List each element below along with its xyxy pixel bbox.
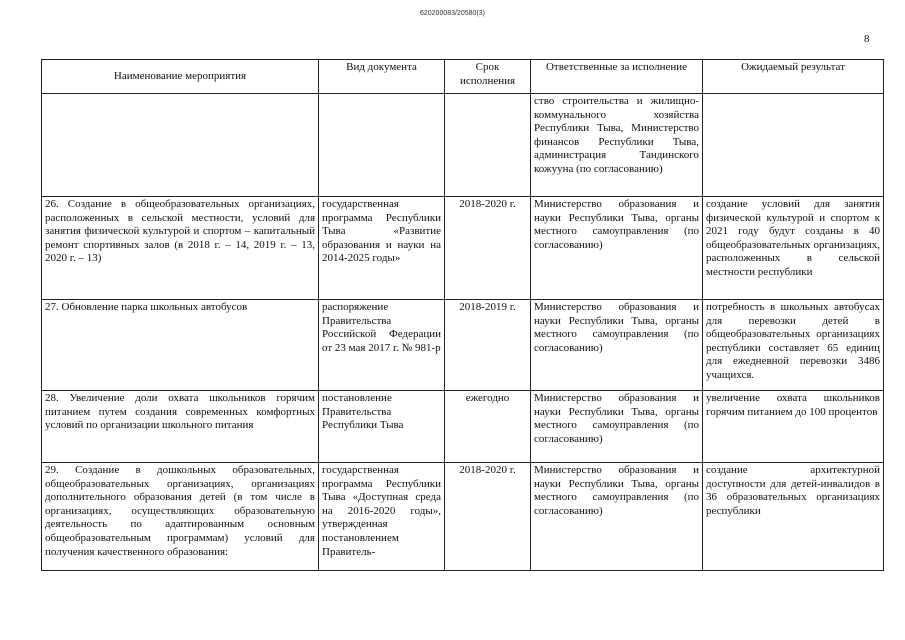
cell-responsible: Министерство образования и науки Республики Тыва, органы местного самоуправления (по согласованию) [531, 300, 703, 391]
cell-responsible: Министерство образования и науки Республики Тыва, органы местного самоуправления (по согласованию) [531, 463, 703, 571]
column-header-name: Наименование мероприятия [42, 60, 319, 94]
cell-document [319, 94, 445, 197]
cell-result: увеличение охвата школьников горячим питанием до 100 процентов [703, 391, 884, 463]
column-header-term: Срок исполнения [445, 60, 531, 94]
table-row [42, 463, 884, 571]
table-row [42, 300, 884, 391]
cell-document: постановление Правительства Республики Тыва [319, 391, 445, 463]
table-row [42, 197, 884, 300]
cell-result: создание архитектурной доступности для детей-инвалидов в 36 образовательных организациях республики [703, 463, 884, 571]
cell-term: ежегодно [445, 391, 531, 463]
cell-name: 28. Увеличение доли охвата школьников горячим питанием путем создания современных комфортных условий по организации школьного питания [42, 391, 319, 463]
table-row [42, 94, 884, 197]
column-header-responsible: Ответственные за исполнение [531, 60, 703, 94]
cell-responsible: Министерство образования и науки Республики Тыва, органы местного самоуправления (по согласованию) [531, 391, 703, 463]
cell-term: 2018-2020 г. [445, 463, 531, 571]
cell-result [703, 94, 884, 197]
measures-table [41, 59, 884, 571]
cell-result: потребность в школьных автобусах для перевозки детей в общеобразовательных организациях республики составляет 65 единиц для ежедневной перевозки 3486 учащихся. [703, 300, 884, 391]
cell-name: 26. Создание в общеобразовательных организациях, расположенных в сельской местности, условий для занятия физической культурой и спортом – капитальный ремонт спортивных залов (в 2018 г. – 14, 2019 г. – 13, 2020 г. – 13) [42, 197, 319, 300]
cell-responsible: Министерство образования и науки Республики Тыва, органы местного самоуправления (по согласованию) [531, 197, 703, 300]
cell-responsible: ство строительства и жилищно-коммунального хозяйства Республики Тыва, Министерство финансов Республики Тыва, администрация Тандинского кожууна (по согласованию) [531, 94, 703, 197]
cell-document: государственная программа Республики Тыва «Развитие образования и науки на 2014-2025 годы» [319, 197, 445, 300]
cell-term [445, 94, 531, 197]
cell-document: распоряжение Правительства Российской Федерации от 23 мая 2017 г. № 981-р [319, 300, 445, 391]
table-row [42, 391, 884, 463]
cell-name: 29. Создание в дошкольных образовательных, общеобразовательных организациях, организациях дополнительного образования детей (в том числе в организациях, осуществляющих образовательную деятельность по адаптированным основным общеобразовательным программам) условий для получения качественного образования: [42, 463, 319, 571]
column-header-document: Вид документа [319, 60, 445, 94]
page-number: 8 [864, 33, 870, 45]
document-code: 620200083/20580(3) [419, 10, 485, 17]
cell-result: создание условий для занятия физической культурой и спортом к 2021 году будут созданы в 40 общеобразовательных организациях, расположенных в сельской местности республики [703, 197, 884, 300]
cell-term: 2018-2020 г. [445, 197, 531, 300]
cell-name [42, 94, 319, 197]
table-header-row [42, 60, 884, 94]
cell-name: 27. Обновление парка школьных автобусов [42, 300, 319, 391]
column-header-result: Ожидаемый результат [703, 60, 884, 94]
cell-document: государственная программа Республики Тыва «Доступная среда на 2016-2020 годы», утвержденная постановлением Правитель- [319, 463, 445, 571]
cell-term: 2018-2019 г. [445, 300, 531, 391]
